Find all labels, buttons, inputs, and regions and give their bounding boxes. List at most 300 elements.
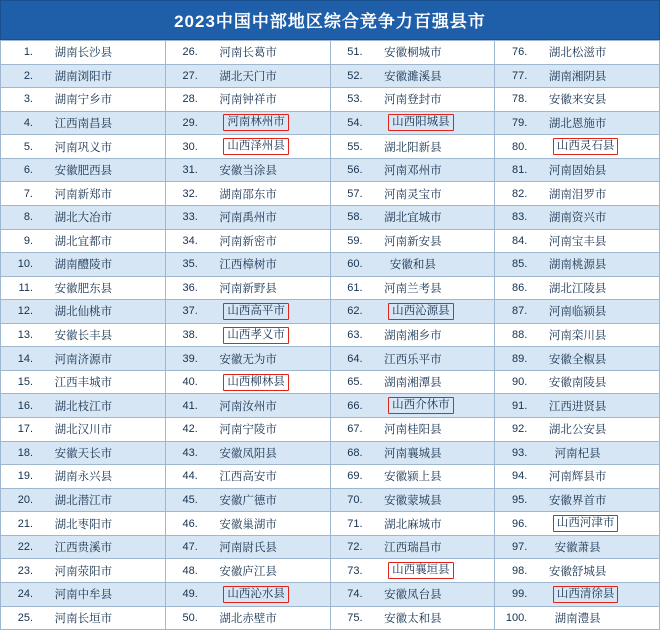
rank-number: 5. bbox=[23, 140, 33, 153]
rank-number: 22. bbox=[17, 541, 33, 554]
table-row bbox=[166, 159, 330, 183]
rank-number: 34. bbox=[182, 234, 198, 247]
table-row bbox=[495, 442, 659, 466]
table-row bbox=[166, 607, 330, 630]
county-name-highlighted: 山西高平市 bbox=[223, 303, 289, 320]
county-name: 湖北松滋市 bbox=[548, 47, 607, 60]
county-name: 安徽天长市 bbox=[54, 447, 113, 460]
county-name: 河南新郑市 bbox=[54, 188, 113, 201]
county-name-wrapper bbox=[366, 114, 491, 131]
county-name-wrapper bbox=[530, 233, 655, 249]
table-row bbox=[495, 371, 659, 395]
county-name-wrapper bbox=[366, 562, 491, 579]
county-name-wrapper bbox=[530, 515, 655, 532]
rank-number: 11. bbox=[18, 281, 33, 294]
rank-number: 76. bbox=[511, 46, 528, 59]
county-name-wrapper bbox=[36, 115, 161, 131]
county-name-wrapper bbox=[366, 516, 491, 532]
table-row bbox=[166, 230, 330, 254]
county-name-wrapper bbox=[366, 280, 491, 296]
table-row bbox=[495, 394, 659, 418]
county-name: 河南济源市 bbox=[54, 353, 113, 366]
rank-number: 92. bbox=[511, 423, 528, 436]
county-name: 湖南邵东市 bbox=[219, 188, 277, 201]
rank-number: 96. bbox=[511, 517, 528, 530]
rank-number: 2. bbox=[23, 69, 33, 82]
rank-number: 54. bbox=[347, 116, 363, 129]
table-row bbox=[495, 206, 659, 230]
rank-number: 26. bbox=[182, 46, 198, 59]
table-row bbox=[1, 394, 165, 418]
table-row bbox=[166, 512, 330, 536]
county-name-wrapper bbox=[36, 468, 161, 484]
table-row bbox=[331, 277, 495, 301]
county-name: 湖南永兴县 bbox=[54, 471, 113, 484]
county-name: 河南固始县 bbox=[548, 165, 607, 178]
county-name: 安徽颍上县 bbox=[384, 471, 442, 484]
rank-number: 17. bbox=[17, 423, 33, 436]
table-row bbox=[495, 418, 659, 442]
county-name: 河南新安县 bbox=[384, 235, 442, 248]
county-name-wrapper bbox=[366, 610, 491, 626]
rank-number: 75. bbox=[347, 611, 363, 624]
county-name: 河南新野县 bbox=[219, 282, 277, 295]
county-name-highlighted: 山西襄垣县 bbox=[388, 562, 454, 579]
table-row bbox=[166, 418, 330, 442]
county-name: 安徽肥东县 bbox=[54, 282, 113, 295]
county-name: 湖南泪罗市 bbox=[548, 188, 607, 201]
table-row bbox=[331, 559, 495, 583]
county-name-wrapper bbox=[366, 539, 491, 555]
table-row bbox=[331, 465, 495, 489]
county-name: 河南灵宝市 bbox=[384, 188, 442, 201]
county-name: 湖北宜都市 bbox=[54, 235, 113, 248]
rank-number: 42. bbox=[182, 423, 198, 436]
county-name-highlighted: 山西阳城县 bbox=[388, 114, 454, 131]
rank-number: 8. bbox=[23, 211, 33, 224]
county-name: 河南栾川县 bbox=[548, 330, 607, 343]
rank-number: 62. bbox=[347, 305, 363, 318]
rank-number: 53. bbox=[347, 93, 363, 106]
county-name-wrapper bbox=[530, 351, 655, 367]
county-name-wrapper bbox=[366, 421, 491, 437]
county-name-wrapper bbox=[366, 91, 491, 107]
table-row bbox=[1, 112, 165, 136]
table-row bbox=[331, 88, 495, 112]
table-row bbox=[495, 512, 659, 536]
table-row bbox=[331, 135, 495, 159]
county-name-wrapper bbox=[201, 233, 326, 249]
rank-number: 89. bbox=[511, 352, 528, 365]
county-name-wrapper bbox=[366, 351, 491, 367]
rank-number: 85. bbox=[511, 258, 528, 271]
table-row bbox=[495, 300, 659, 324]
table-row bbox=[166, 324, 330, 348]
rank-number: 15. bbox=[17, 376, 33, 389]
rank-number: 31. bbox=[182, 164, 198, 177]
rank-number: 45. bbox=[182, 493, 198, 506]
county-name-wrapper bbox=[36, 421, 161, 437]
county-name: 河南登封市 bbox=[384, 94, 442, 107]
county-name-wrapper bbox=[530, 44, 655, 60]
table-row bbox=[1, 159, 165, 183]
rank-number: 12. bbox=[17, 305, 33, 318]
county-name: 安徽萧县 bbox=[554, 542, 601, 555]
county-name: 安徽全椒县 bbox=[548, 353, 607, 366]
table-row bbox=[331, 230, 495, 254]
table-row bbox=[495, 583, 659, 607]
county-name-wrapper bbox=[36, 139, 161, 155]
county-name-wrapper bbox=[366, 374, 491, 390]
county-name: 河南桂阳县 bbox=[384, 424, 442, 437]
table-row bbox=[166, 277, 330, 301]
county-name: 江西高安市 bbox=[219, 471, 277, 484]
county-name-wrapper bbox=[36, 256, 161, 272]
rank-number: 25. bbox=[17, 611, 33, 624]
rank-number: 64. bbox=[347, 352, 363, 365]
table-row bbox=[1, 418, 165, 442]
table-row bbox=[166, 347, 330, 371]
county-name: 河南兰考县 bbox=[384, 282, 442, 295]
rank-number: 100. bbox=[505, 611, 528, 624]
county-name-highlighted: 山西柳林县 bbox=[223, 374, 289, 391]
rank-number: 20. bbox=[17, 493, 33, 506]
rank-number: 3. bbox=[23, 93, 33, 106]
county-name-highlighted: 山西灵石县 bbox=[553, 138, 619, 155]
table-row bbox=[1, 465, 165, 489]
county-name: 湖北公安县 bbox=[548, 424, 607, 437]
county-name: 河南辉县市 bbox=[548, 471, 607, 484]
ranking-grid bbox=[0, 40, 660, 630]
county-name: 湖北枣阳市 bbox=[54, 518, 113, 531]
county-name-wrapper bbox=[201, 44, 326, 60]
table-row bbox=[1, 536, 165, 560]
county-name: 河南杞县 bbox=[554, 447, 601, 460]
county-name: 湖北潜江市 bbox=[54, 494, 113, 507]
county-name-wrapper bbox=[36, 327, 161, 343]
county-name: 安徽和县 bbox=[389, 259, 436, 272]
rank-number: 77. bbox=[511, 69, 528, 82]
county-name-wrapper bbox=[530, 186, 655, 202]
county-name: 湖南醴陵市 bbox=[54, 259, 113, 272]
rank-number: 74. bbox=[347, 588, 363, 601]
county-name-wrapper bbox=[36, 44, 161, 60]
county-name: 安徽蒙城县 bbox=[384, 494, 442, 507]
county-name-wrapper bbox=[366, 233, 491, 249]
table-row bbox=[1, 324, 165, 348]
county-name-wrapper bbox=[530, 209, 655, 225]
table-row bbox=[495, 253, 659, 277]
table-row bbox=[1, 206, 165, 230]
county-name: 河南尉氏县 bbox=[219, 542, 277, 555]
table-row bbox=[331, 394, 495, 418]
county-name-wrapper bbox=[201, 91, 326, 107]
ranking-column bbox=[495, 41, 660, 630]
county-name: 湖南资兴市 bbox=[548, 212, 607, 225]
county-name-wrapper bbox=[36, 68, 161, 84]
rank-number: 50. bbox=[182, 611, 198, 624]
rank-number: 28. bbox=[182, 93, 198, 106]
table-row bbox=[331, 583, 495, 607]
county-name-wrapper bbox=[201, 162, 326, 178]
county-name-wrapper bbox=[36, 91, 161, 107]
table-row bbox=[166, 112, 330, 136]
rank-number: 19. bbox=[17, 470, 33, 483]
table-row bbox=[1, 182, 165, 206]
county-name-wrapper bbox=[530, 280, 655, 296]
county-name-wrapper bbox=[201, 186, 326, 202]
county-name-wrapper bbox=[530, 610, 655, 626]
county-name-wrapper bbox=[201, 586, 326, 603]
table-row bbox=[166, 300, 330, 324]
rank-number: 81. bbox=[511, 164, 528, 177]
county-name-wrapper bbox=[530, 256, 655, 272]
rank-number: 67. bbox=[347, 423, 363, 436]
county-name: 河南禹州市 bbox=[219, 212, 277, 225]
ranking-column bbox=[166, 41, 331, 630]
county-name-wrapper bbox=[201, 445, 326, 461]
county-name-wrapper bbox=[366, 397, 491, 414]
rank-number: 6. bbox=[23, 164, 33, 177]
table-row bbox=[1, 277, 165, 301]
county-name-wrapper bbox=[201, 280, 326, 296]
table-row bbox=[331, 253, 495, 277]
county-name-wrapper bbox=[36, 209, 161, 225]
county-name-wrapper bbox=[530, 162, 655, 178]
rank-number: 13. bbox=[17, 329, 33, 342]
rank-number: 95. bbox=[511, 493, 528, 506]
county-name: 安徽无为市 bbox=[219, 353, 277, 366]
county-name: 河南钟祥市 bbox=[219, 94, 277, 107]
county-name-highlighted: 山西沁源县 bbox=[388, 303, 454, 320]
table-row bbox=[331, 112, 495, 136]
rank-number: 24. bbox=[17, 588, 33, 601]
rank-number: 83. bbox=[511, 211, 528, 224]
county-name: 安徽南陵县 bbox=[548, 377, 607, 390]
county-name-wrapper bbox=[201, 468, 326, 484]
county-name-wrapper bbox=[36, 233, 161, 249]
table-row bbox=[1, 607, 165, 630]
ranking-column bbox=[331, 41, 496, 630]
table-row bbox=[1, 583, 165, 607]
county-name-wrapper bbox=[36, 445, 161, 461]
rank-number: 21. bbox=[17, 517, 33, 530]
rank-number: 49. bbox=[182, 588, 198, 601]
county-name-wrapper bbox=[530, 421, 655, 437]
county-name: 安徽庐江县 bbox=[219, 565, 277, 578]
rank-number: 14. bbox=[17, 352, 33, 365]
rank-number: 9. bbox=[23, 234, 33, 247]
table-row bbox=[1, 253, 165, 277]
rank-number: 98. bbox=[511, 564, 528, 577]
county-name-highlighted: 河南林州市 bbox=[223, 114, 289, 131]
rank-number: 51. bbox=[347, 46, 363, 59]
county-name-wrapper bbox=[530, 138, 655, 155]
table-row bbox=[1, 371, 165, 395]
rank-number: 36. bbox=[182, 281, 198, 294]
county-name-wrapper bbox=[201, 327, 326, 344]
table-row bbox=[1, 347, 165, 371]
county-name: 江西丰城市 bbox=[54, 377, 113, 390]
rank-number: 56. bbox=[347, 164, 363, 177]
rank-number: 61. bbox=[347, 281, 363, 294]
county-name: 安徽桐城市 bbox=[384, 47, 442, 60]
county-name-wrapper bbox=[36, 162, 161, 178]
rank-number: 16. bbox=[17, 399, 33, 412]
table-row bbox=[166, 536, 330, 560]
table-row bbox=[331, 206, 495, 230]
page-title: 2023中国中部地区综合竞争力百强县市 bbox=[0, 0, 660, 40]
rank-number: 91. bbox=[511, 399, 528, 412]
county-name-wrapper bbox=[36, 398, 161, 414]
county-name: 湖北仙桃市 bbox=[54, 306, 113, 319]
county-name-wrapper bbox=[366, 186, 491, 202]
ranking-column bbox=[1, 41, 166, 630]
rank-number: 82. bbox=[511, 187, 528, 200]
county-name-wrapper bbox=[366, 68, 491, 84]
county-name: 河南荥阳市 bbox=[54, 565, 113, 578]
rank-number: 73. bbox=[347, 564, 363, 577]
county-name-wrapper bbox=[366, 256, 491, 272]
table-row bbox=[331, 489, 495, 513]
county-name-wrapper bbox=[366, 139, 491, 155]
county-name: 湖北汉川市 bbox=[54, 424, 113, 437]
county-name-highlighted: 山西清徐县 bbox=[553, 586, 619, 603]
table-row bbox=[495, 65, 659, 89]
county-name: 湖南长沙县 bbox=[54, 47, 113, 60]
county-name: 湖北恩施市 bbox=[548, 117, 607, 130]
county-name: 河南宁陵市 bbox=[219, 424, 277, 437]
table-row bbox=[331, 536, 495, 560]
county-name-wrapper bbox=[366, 209, 491, 225]
table-row bbox=[166, 135, 330, 159]
county-name: 安徽长丰县 bbox=[54, 330, 113, 343]
county-name-wrapper bbox=[366, 303, 491, 320]
county-name: 河南汝州市 bbox=[219, 400, 277, 413]
county-name-wrapper bbox=[530, 327, 655, 343]
table-row bbox=[1, 41, 165, 65]
rank-number: 57. bbox=[347, 187, 363, 200]
county-name-highlighted: 山西孝义市 bbox=[223, 327, 289, 344]
table-row bbox=[331, 442, 495, 466]
county-name-wrapper bbox=[530, 374, 655, 390]
table-row bbox=[1, 442, 165, 466]
county-name: 江西南昌县 bbox=[54, 117, 113, 130]
county-name-wrapper bbox=[201, 68, 326, 84]
county-name: 江西贵溪市 bbox=[54, 542, 113, 555]
rank-number: 68. bbox=[347, 446, 363, 459]
rank-number: 7. bbox=[23, 187, 33, 200]
county-name: 湖北麻城市 bbox=[384, 518, 442, 531]
table-row bbox=[166, 489, 330, 513]
county-name: 安徽凤阳县 bbox=[219, 447, 277, 460]
table-row bbox=[1, 300, 165, 324]
county-name: 湖北枝江市 bbox=[54, 400, 113, 413]
rank-number: 35. bbox=[182, 258, 198, 271]
county-name-highlighted: 山西泽州县 bbox=[223, 138, 289, 155]
county-name: 河南中牟县 bbox=[54, 589, 113, 602]
county-name-wrapper bbox=[36, 303, 161, 319]
table-row bbox=[166, 41, 330, 65]
rank-number: 80. bbox=[511, 140, 528, 153]
rank-number: 86. bbox=[511, 281, 528, 294]
rank-number: 39. bbox=[182, 352, 198, 365]
county-name: 湖南宁乡市 bbox=[54, 94, 113, 107]
table-row bbox=[495, 135, 659, 159]
county-name: 安徽濉溪县 bbox=[384, 70, 442, 83]
rank-number: 43. bbox=[182, 446, 198, 459]
county-name-wrapper bbox=[201, 421, 326, 437]
rank-number: 99. bbox=[511, 588, 528, 601]
county-name: 安徽凤台县 bbox=[384, 589, 442, 602]
county-name: 河南长葛市 bbox=[219, 47, 277, 60]
rank-number: 58. bbox=[347, 211, 363, 224]
county-name-wrapper bbox=[36, 516, 161, 532]
table-row bbox=[166, 182, 330, 206]
rank-number: 94. bbox=[511, 470, 528, 483]
county-name: 安徽太和县 bbox=[384, 612, 442, 625]
rank-number: 90. bbox=[511, 376, 528, 389]
table-row bbox=[1, 512, 165, 536]
table-row bbox=[166, 559, 330, 583]
table-row bbox=[1, 489, 165, 513]
county-name: 河南新密市 bbox=[219, 235, 277, 248]
county-name-wrapper bbox=[201, 516, 326, 532]
rank-number: 55. bbox=[347, 140, 363, 153]
rank-number: 65. bbox=[347, 376, 363, 389]
county-name-wrapper bbox=[201, 209, 326, 225]
table-row bbox=[166, 583, 330, 607]
county-name-wrapper bbox=[36, 351, 161, 367]
county-name-wrapper bbox=[201, 351, 326, 367]
table-row bbox=[495, 607, 659, 630]
county-name: 安徽界首市 bbox=[548, 494, 607, 507]
county-name-wrapper bbox=[36, 563, 161, 579]
table-row bbox=[331, 159, 495, 183]
rank-number: 37. bbox=[182, 305, 198, 318]
county-name-wrapper bbox=[366, 586, 491, 602]
rank-number: 93. bbox=[511, 446, 528, 459]
county-name-wrapper bbox=[201, 539, 326, 555]
county-name: 江西乐平市 bbox=[384, 353, 442, 366]
county-name: 安徽当涂县 bbox=[219, 165, 277, 178]
county-name-wrapper bbox=[201, 398, 326, 414]
county-name-wrapper bbox=[366, 44, 491, 60]
county-name-wrapper bbox=[36, 586, 161, 602]
table-row bbox=[495, 159, 659, 183]
county-name-wrapper bbox=[530, 563, 655, 579]
county-name-wrapper bbox=[201, 256, 326, 272]
rank-number: 52. bbox=[347, 69, 363, 82]
county-name-wrapper bbox=[530, 468, 655, 484]
table-row bbox=[495, 489, 659, 513]
table-row bbox=[331, 182, 495, 206]
county-name: 湖北天门市 bbox=[219, 70, 277, 83]
rank-number: 40. bbox=[182, 376, 198, 389]
county-name: 湖北宜城市 bbox=[384, 212, 442, 225]
rank-number: 72. bbox=[347, 541, 363, 554]
county-name: 湖北阳新县 bbox=[384, 141, 442, 154]
rank-number: 84. bbox=[511, 234, 528, 247]
county-name: 江西瑞昌市 bbox=[384, 542, 442, 555]
rank-number: 38. bbox=[182, 329, 198, 342]
county-name-wrapper bbox=[201, 303, 326, 320]
rank-number: 4. bbox=[23, 116, 33, 129]
county-name: 湖南湘潭县 bbox=[384, 377, 442, 390]
rank-number: 23. bbox=[17, 564, 33, 577]
county-name-wrapper bbox=[530, 586, 655, 603]
rank-number: 63. bbox=[347, 329, 363, 342]
